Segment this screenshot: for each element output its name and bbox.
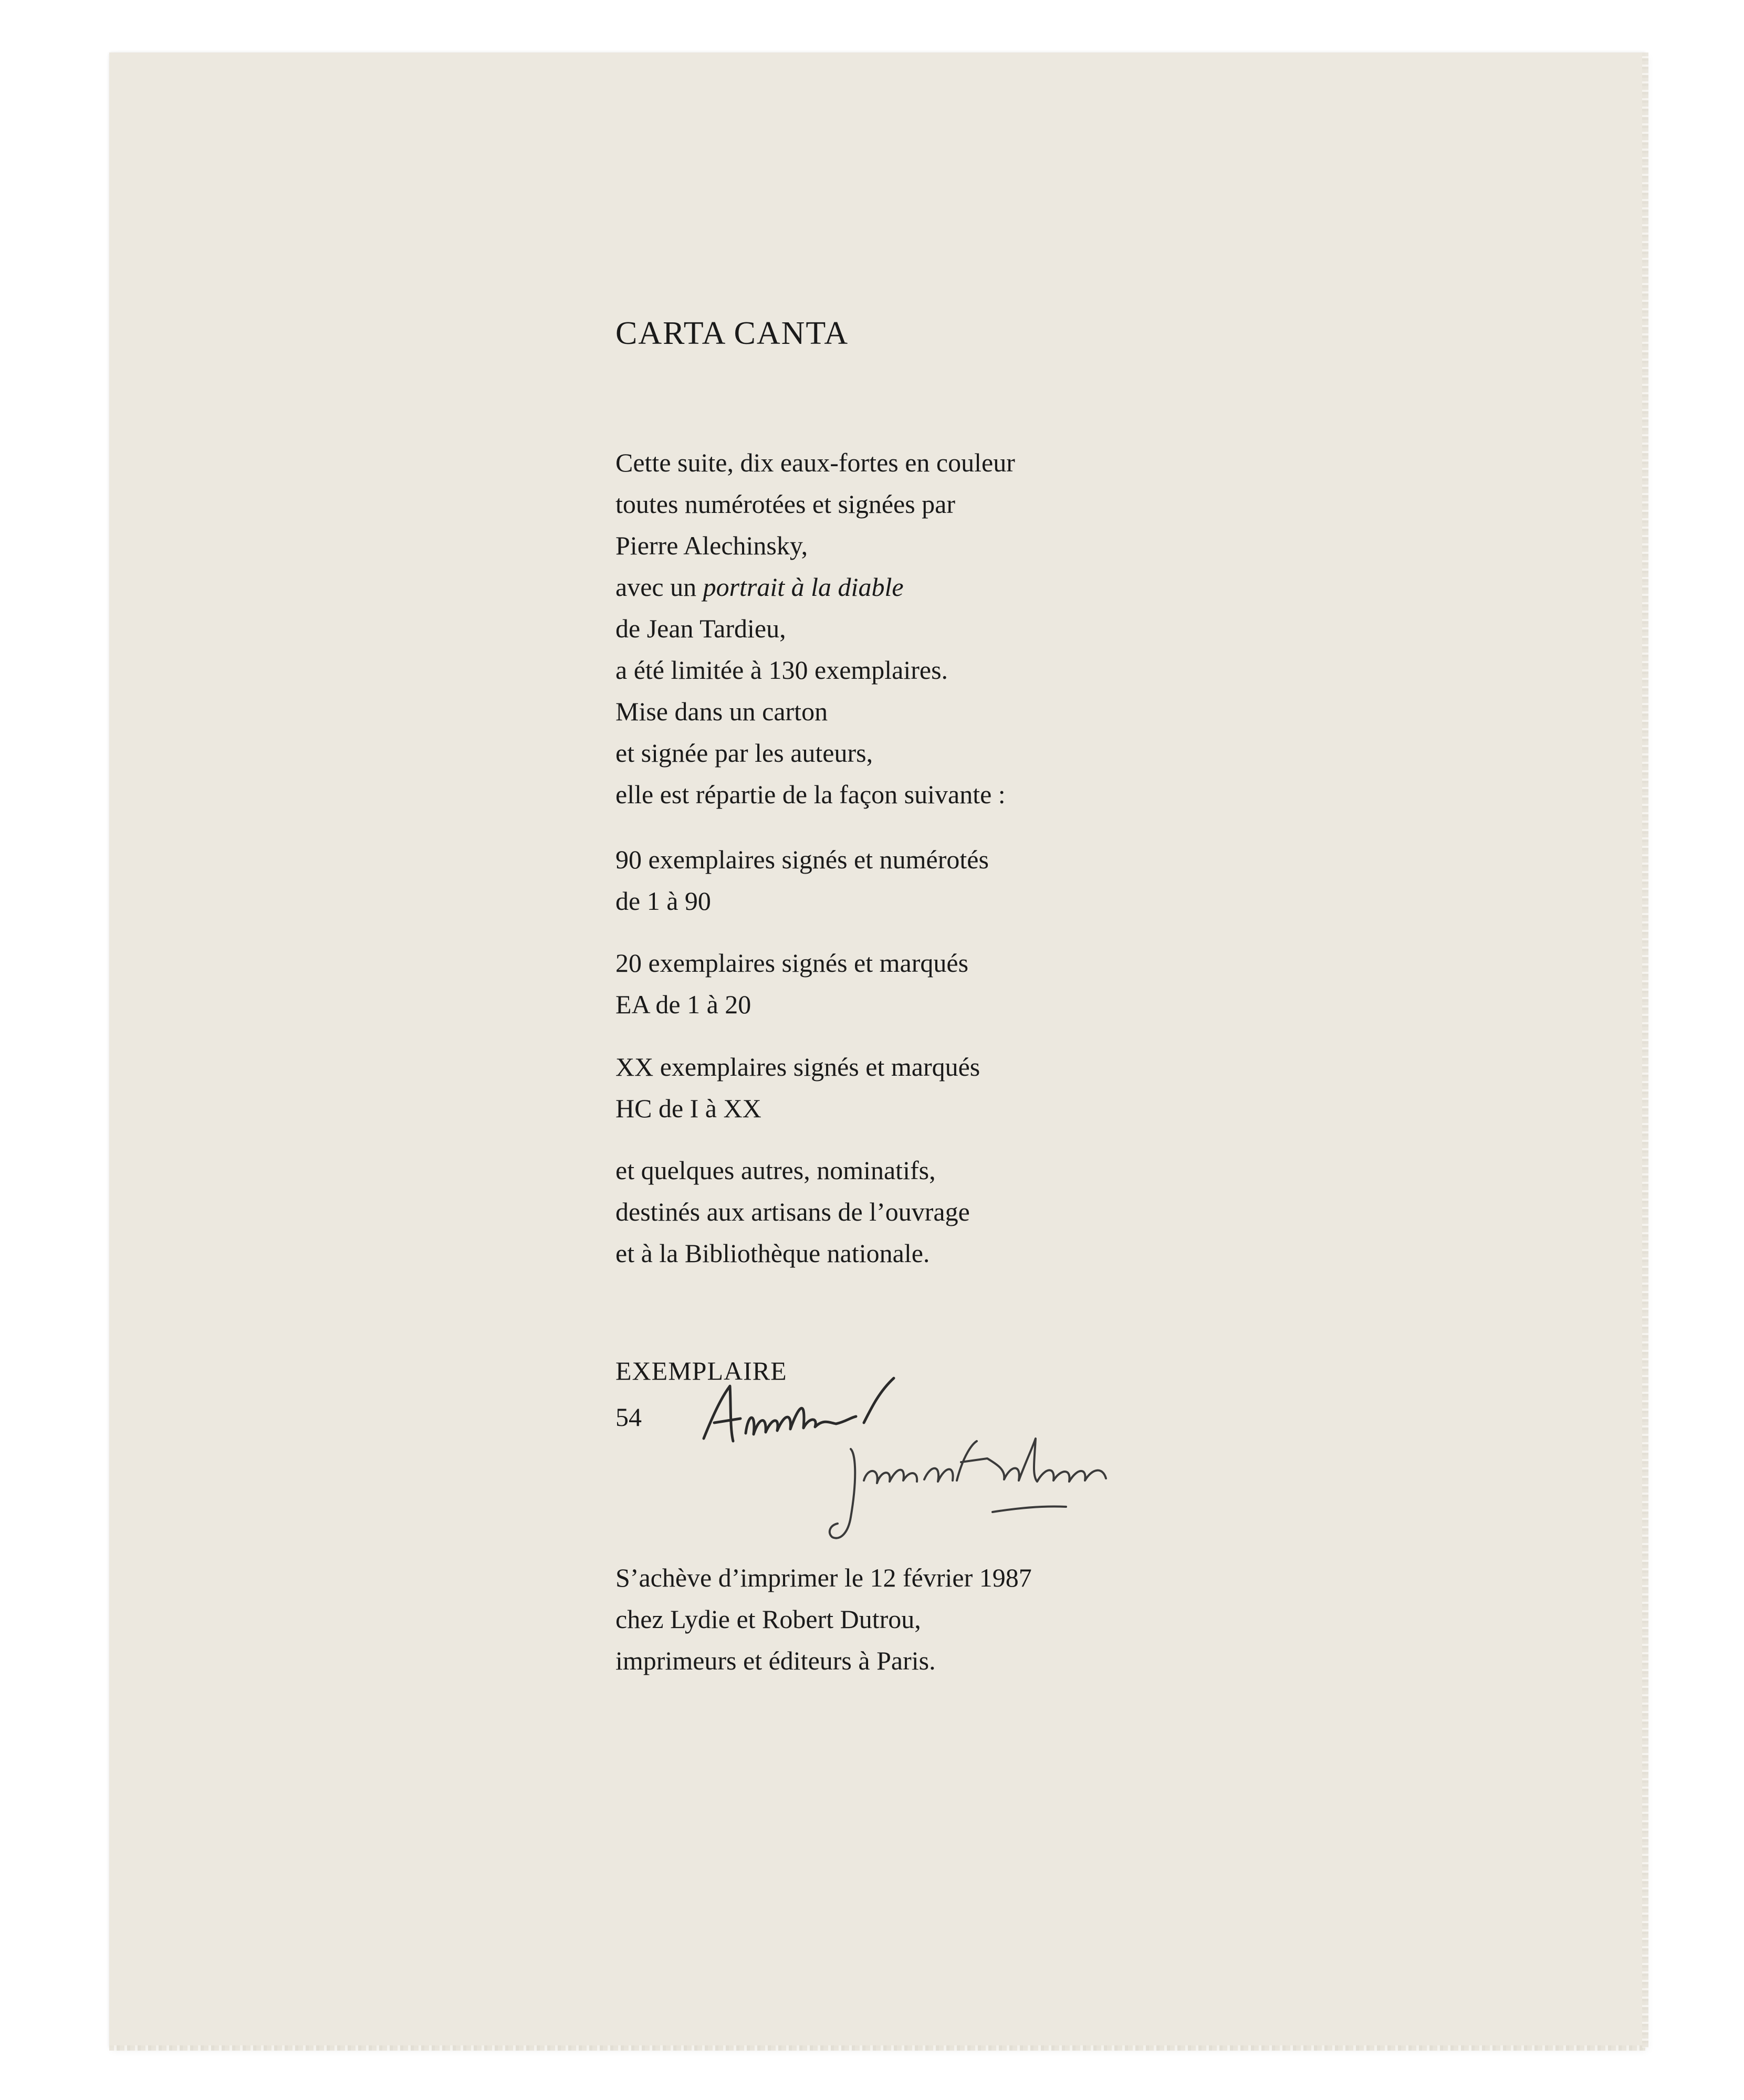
tardieu-signature [819,1433,1145,1549]
edition-description [615,442,1015,815]
text-line: Cette suite, dix eaux-fortes en couleur [615,448,1015,477]
text-line: de 1 à 90 [615,886,711,916]
text-line: toutes numérotées et signées par [615,489,956,519]
exemplaire-number: 54 [615,1402,642,1432]
text-line: destinés aux artisans de l’ouvrage [615,1197,970,1226]
text-fragment: avec un [615,572,703,602]
text-line: chez Lydie et Robert Dutrou, [615,1604,921,1634]
text-line: XX exemplaires signés et marqués [615,1052,980,1082]
exemplaire-label: EXEMPLAIRE [615,1356,787,1385]
text-line: EA de 1 à 20 [615,990,751,1019]
edition-20 [615,942,968,1025]
text-line: de Jean Tardieu, [615,614,786,643]
edition-xx [615,1046,980,1129]
text-line: Mise dans un carton [615,697,828,726]
text-line: S’achève d’imprimer le 12 février 1987 [615,1563,1032,1592]
page-title: CARTA CANTA [615,316,849,351]
text-line: 20 exemplaires signés et marqués [615,948,969,978]
edition-other [615,1150,970,1274]
text-line: et quelques autres, nominatifs, [615,1156,936,1185]
text-line: elle est répartie de la façon suivante : [615,780,1006,809]
text-line: et signée par les auteurs, [615,738,873,768]
text-line [615,566,1015,608]
text-line: a été limitée à 130 exemplaires. [615,655,948,685]
edition-90 [615,839,989,922]
text-line: 90 exemplaires signés et numérotés [615,845,989,874]
text-line: HC de I à XX [615,1094,761,1123]
italic-title: portrait à la diable [703,572,904,602]
text-line: Pierre Alechinsky, [615,531,808,560]
text-line: imprimeurs et éditeurs à Paris. [615,1646,936,1675]
colophon [615,1557,1032,1682]
text-line: et à la Bibliothèque nationale. [615,1238,930,1268]
